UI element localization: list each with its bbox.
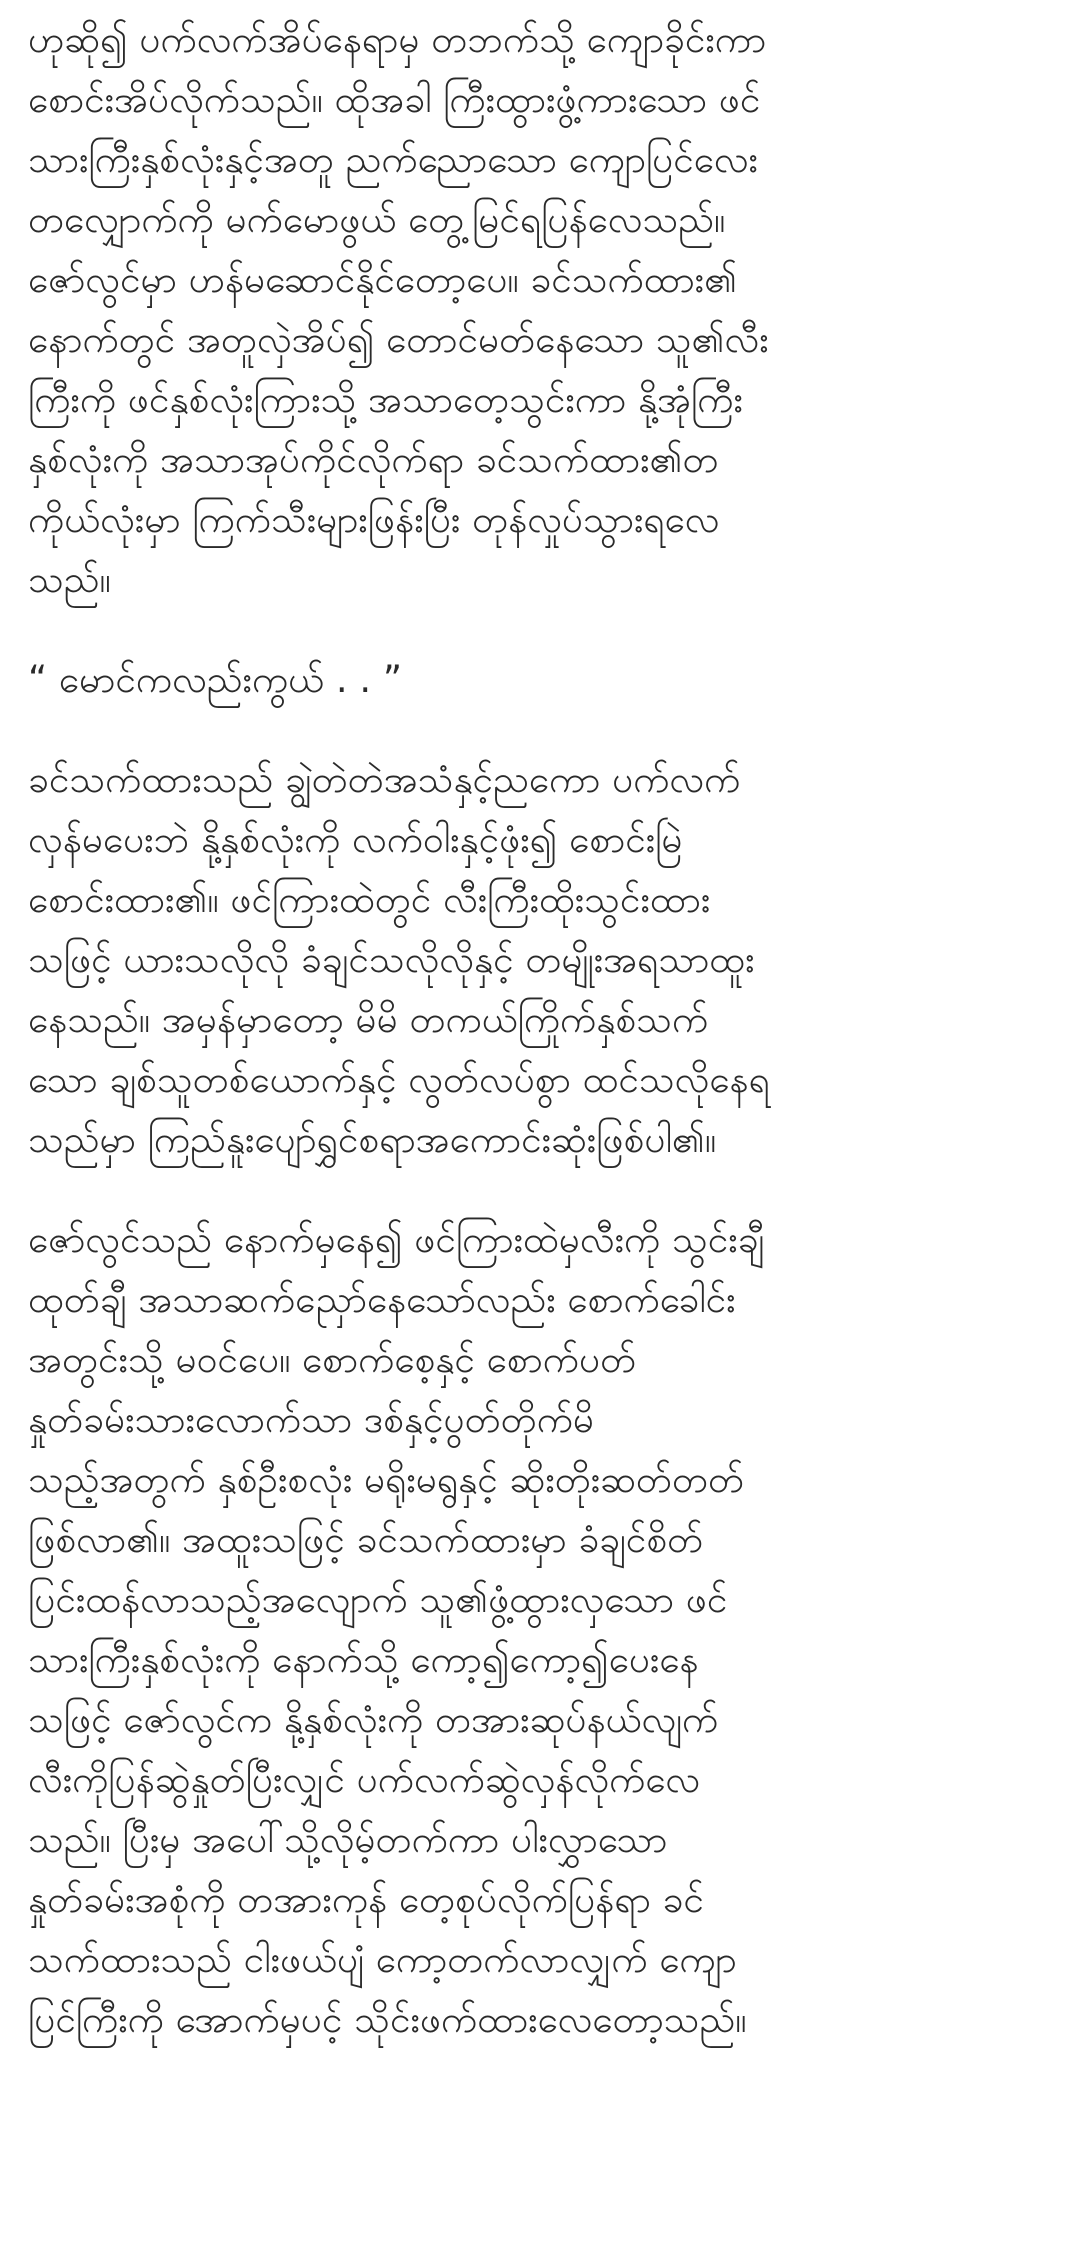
paragraph-4: ဇော်လွင်သည် နောက်မှနေ၍ ဖင်ကြားထဲမှလီးကို သွင်းချီ ထုတ်ချီ အသာဆက်ညှော်နေသော်လည်း စောက်ခေါင်း အတွင်းသို့ မဝင်ပေ။ စောက်စေ့နှင့် စောက်ပတ် နှုတ်ခမ်းသားလောက်သာ ဒစ်နှင့်ပွတ်တိုက်မိ သည့်အတွက် နှစ်ဦးစလုံး မရိုးမရွနှင့် ဆိုးတိုးဆတ်တတ် ဖြစ်လာ၏။ အထူးသဖြင့် ခင်သက်ထားမှာ ခံချင်စိတ် ပြင်းထန်လာသည့်အလျောက် သူ၏ဖွံ့ထွားလှသော ဖင် သားကြီးနှစ်လုံးကို နောက်သို့ ကော့၍ကော့၍ပေးနေ သဖြင့် ဇော်လွင်က နို့နှစ်လုံးကို တအားဆုပ်နယ်လျက် လီးကိုပြန်ဆွဲနှုတ်ပြီးလျှင် ပက်လက်ဆွဲလှန်လိုက်လေ သည်။ ပြီးမှ အပေါ်သို့လိုမ့်တက်ကာ ပါးလွှာသော နှုတ်ခမ်းအစုံကို တအားကုန် တေ့စုပ်လိုက်ပြန်ရာ ခင် သက်ထားသည် ငါးဖယ်ပျံ ကော့တက်လာလျှက် ကျော ပြင်ကြီးကို အောက်မှပင့် သိုင်းဖက်ထားလေတော့သည်။ — [28, 1218, 765, 2041]
paragraph-2-dialogue: “ မောင်ကလည်းကွယ် . . ” — [28, 658, 403, 701]
paragraph-1: ဟုဆို၍ ပက်လက်အိပ်နေရာမှ တဘက်သို့ ကျောခိုင်းကာ စောင်းအိပ်လိုက်သည်။ ထိုအခါ ကြီးထွားဖွံ့ကားသော ဖင် သားကြီးနှစ်လုံးနှင့်အတူ ညက်ညောသော ကျောပြင်လေး တလျှောက်ကို မက်မောဖွယ် တွေ့မြင်ရပြန်လေသည်။ ဇော်လွင်မှာ ဟန်မဆောင်နိုင်တော့ပေ။ ခင်သက်ထား၏ နောက်တွင် အတူလှဲအိပ်၍ တောင်မတ်နေသော သူ၏လီး ကြီးကို ဖင်နှစ်လုံးကြားသို့ အသာတေ့သွင်းကာ နို့အုံကြီး နှစ်လုံးကို အသာအုပ်ကိုင်လိုက်ရာ ခင်သက်ထား၏တ ကိုယ်လုံးမှာ ကြက်သီးများဖြန်းပြီး တုန်လှုပ်သွားရလေ သည်။ — [28, 18, 769, 601]
paragraph-3: ခင်သက်ထားသည် ချွဲတဲတဲအသံနှင့်ညကော ပက်လက် လှန်မပေးဘဲ နို့နှစ်လုံးကို လက်ဝါးနှင့်ဖုံး၍ စောင်းမြဲ စောင်းထား၏။ ဖင်ကြားထဲတွင် လီးကြီးထိုးသွင်းထား သဖြင့် ယားသလိုလို ခံချင်သလိုလိုနှင့် တမျိုးအရသာထူး နေသည်။ အမှန်မှာတော့ မိမိ တကယ်ကြိုက်နှစ်သက် သော ချစ်သူတစ်ယောက်နှင့် လွတ်လပ်စွာ ထင်သလိုနေရ သည်မှာ ကြည်နူးပျော်ရွှင်စရာအကောင်းဆုံးဖြစ်ပါ၏။ — [28, 758, 770, 1161]
